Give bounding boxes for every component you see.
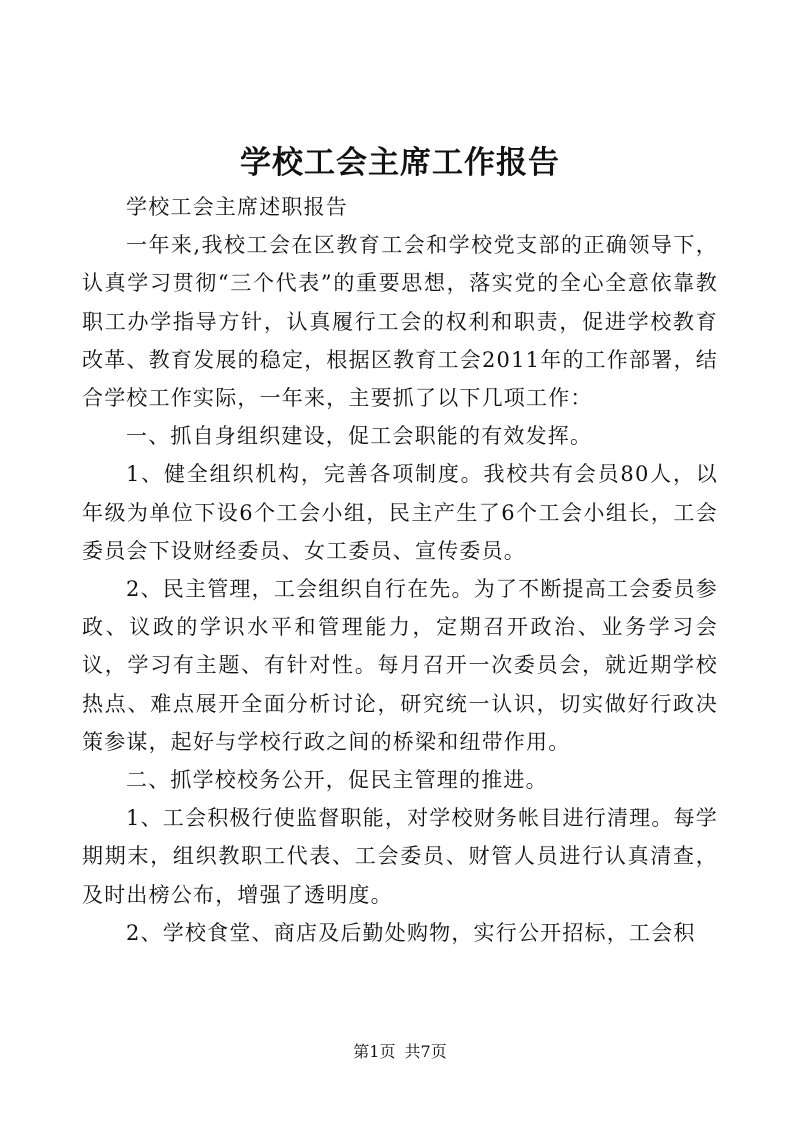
- intro-paragraph: 一年来,我校工会在区教育工会和学校党支部的正确领导下，认真学习贯彻“三个代表”的重要思想，落实党的全心全意依靠教职工办学指导方针，认真履行工会的权利和职责，促进学校教育改革、教育发展的稳定，根据区教育工会2011年的工作部署，结合学校工作实际，一年来，主要抓了以下几项工作：: [82, 233, 718, 411]
- subtitle-paragraph: 学校工会主席述职报告: [126, 195, 348, 219]
- body-paragraph: 1、工会积极行使监督职能，对学校财务帐目进行清理。每学期期末，组织教职工代表、工会委员、财管人员进行认真清查，及时出榜公布，增强了透明度。: [82, 806, 718, 907]
- page-total: 共7页: [404, 1042, 447, 1061]
- body-paragraph: 2、民主管理，工会组织自行在先。为了不断提高工会委员参政、议政的学识水平和管理能力，定期召开政治、业务学习会议，学习有主题、有针对性。每月召开一次委员会，就近期学校热点、难点展开全面分析讨论，研究统一认识，切实做好行政决策参谋，起好与学校行政之间的桥梁和纽带作用。: [82, 577, 718, 754]
- section-heading-2: 二、抓学校校务公开，促民主管理的推进。: [126, 768, 548, 793]
- document-body: [82, 188, 718, 952]
- body-paragraph: 2、学校食堂、商店及后勤处购物，实行公开招标，工会积: [126, 920, 696, 945]
- page-number: 第1页: [353, 1042, 396, 1061]
- page-footer: [0, 1040, 800, 1064]
- document-title: 学校工会主席工作报告: [240, 145, 560, 181]
- body-paragraph: 1、健全组织机构，完善各项制度。我校共有会员80人，以年级为单位下设6个工会小组，民主产生了6个工会小组长，工会委员会下设财经委员、女工委员、宣传委员。: [82, 462, 718, 563]
- section-heading-1: 一、抓自身组织建设，促工会职能的有效发挥。: [126, 424, 593, 449]
